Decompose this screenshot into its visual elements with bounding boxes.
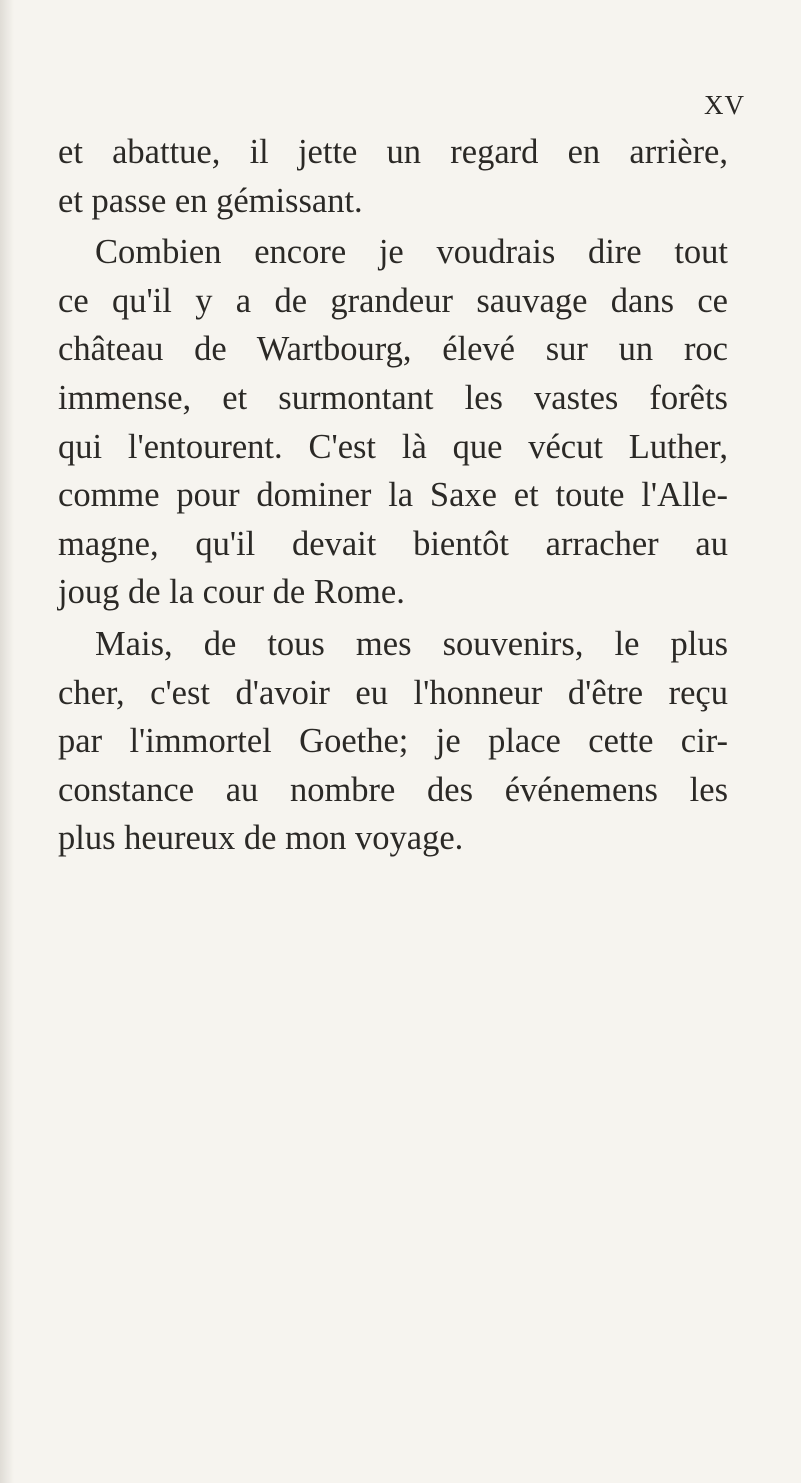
text-line: plus heureux de mon voyage.: [58, 819, 464, 858]
text-line: ce qu'il y a de grandeur sauvage dans ce: [58, 281, 728, 320]
paragraph-3: [58, 620, 728, 863]
text-line: immense, et surmontant les vastes forêts: [58, 378, 728, 417]
text-line: château de Wartbourg, élevé sur un roc: [58, 330, 728, 369]
text-line: Combien encore je voudrais dire tout: [95, 233, 728, 272]
text-line: par l'immortel Goethe; je place cette cir-: [58, 722, 728, 761]
page-binding-shadow: [0, 0, 14, 1483]
text-line: comme pour dominer la Saxe et toute l'Alle-: [58, 476, 728, 515]
text-line: qui l'entourent. C'est là que vécut Luther,: [58, 427, 728, 466]
text-line: constance au nombre des événemens les: [58, 770, 728, 809]
body-text: [58, 128, 728, 863]
text-line: magne, qu'il devait bientôt arracher au: [58, 524, 728, 563]
page-number: XV: [704, 90, 745, 120]
text-line: Mais, de tous mes souvenirs, le plus: [95, 624, 728, 663]
paragraph-1: [58, 128, 728, 225]
paragraph-2: [58, 228, 728, 617]
text-line: et passe en gémissant.: [58, 181, 363, 220]
text-line: et abattue, il jette un regard en arrière,: [58, 133, 728, 171]
text-line: joug de la cour de Rome.: [58, 573, 405, 612]
text-line: cher, c'est d'avoir eu l'honneur d'être reçu: [58, 673, 728, 712]
